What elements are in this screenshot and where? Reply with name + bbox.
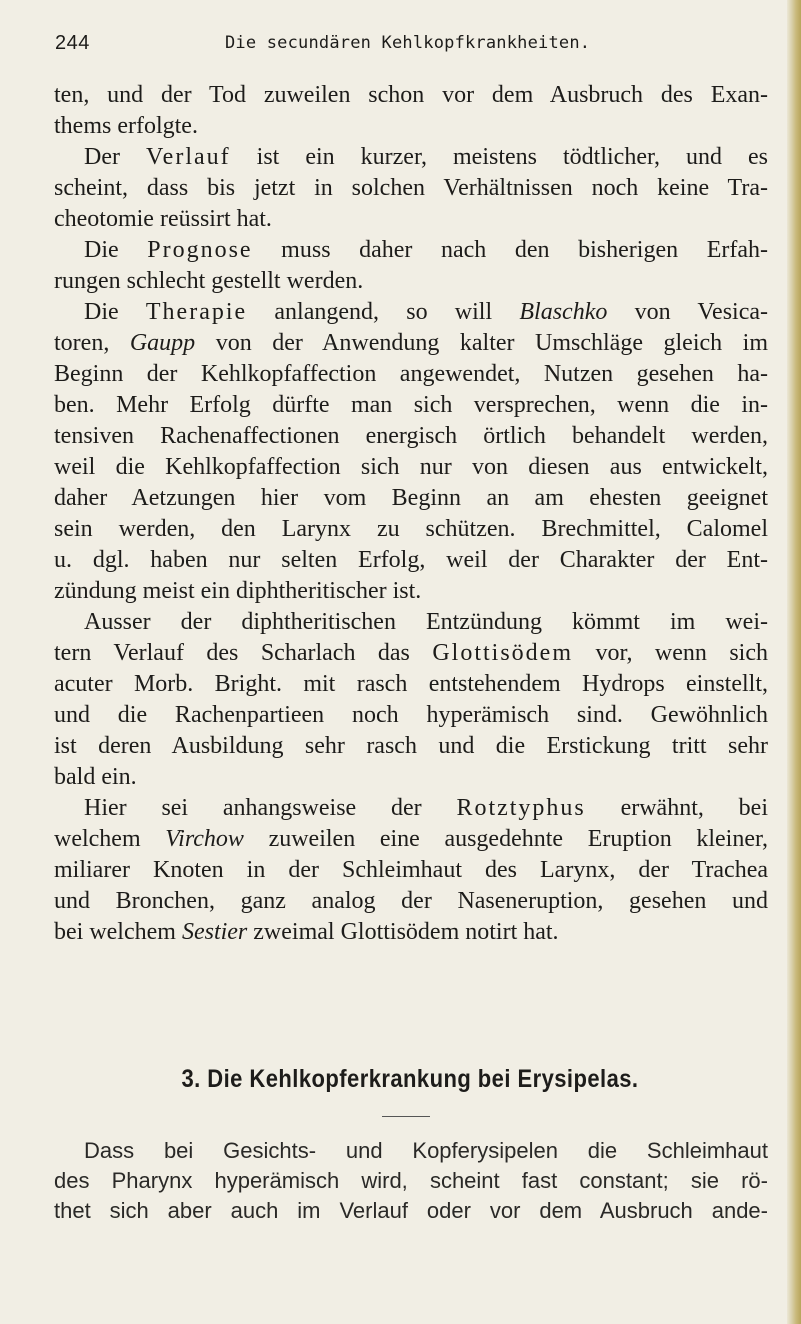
line-start: bei welchem — [54, 919, 182, 945]
text-line — [54, 793, 768, 824]
text-line: ben. Mehr Erfolg dürfte man sich versprechen, wenn die in- — [54, 392, 768, 418]
text-line — [54, 235, 768, 266]
text-line: und die Rachenpartieen noch hyperämisch sind. Gewöhnlich — [54, 702, 768, 728]
spaced-term: Rotztyphus — [456, 795, 586, 821]
author-name: Virchow — [165, 826, 244, 852]
line-rest: von Vesica- — [607, 299, 769, 325]
text-line: miliarer Knoten in der Schleimhaut des Larynx, der Trachea — [54, 857, 768, 883]
line-start: toren, — [54, 330, 130, 356]
section-text — [54, 1135, 768, 1225]
text-line: thet sich aber auch im Verlauf oder vor dem Ausbruch ande- — [54, 1198, 768, 1223]
body-text — [54, 80, 768, 948]
line-rest: erwähnt, bei — [585, 795, 768, 821]
text-line — [54, 638, 768, 669]
line-rest: zweimal Glottisödem notirt hat. — [247, 919, 559, 945]
lead-word: Die — [84, 299, 119, 325]
text-line: daher Aetzungen hier vom Beginn an am ehesten geeignet — [54, 485, 768, 511]
spaced-term: Prognose — [147, 237, 253, 263]
line-rest: ist ein kurzer, meistens tödtlicher, und es — [230, 144, 769, 170]
text-line: weil die Kehlkopfaffection sich nur von diesen aus entwickelt, — [54, 454, 768, 480]
text-line — [54, 917, 768, 948]
text-line: Dass bei Gesichts- und Kopferysipelen die Schleimhaut — [84, 1138, 768, 1163]
spaced-term: Verlauf — [146, 144, 231, 170]
spaced-term: Glottisödem — [432, 640, 573, 666]
text-line — [54, 297, 768, 328]
line-rest: muss daher nach den bisherigen Erfah- — [252, 237, 768, 263]
running-title: Die secundären Kehlkopfkrankheiten. — [225, 33, 591, 53]
text-line: scheint, dass bis jetzt in solchen Verhältnissen noch keine Tra- — [54, 175, 768, 201]
text-line: sein werden, den Larynx zu schützen. Brechmittel, Calomel — [54, 516, 768, 542]
author-name: Gaupp — [129, 330, 196, 356]
text-line: cheotomie reüssirt hat. — [54, 206, 272, 232]
text-line: ten, und der Tod zuweilen schon vor dem Ausbruch des Exan- — [54, 82, 768, 108]
text-line: u. dgl. haben nur selten Erfolg, weil der Charakter der Ent- — [54, 547, 768, 573]
page-number: 244 — [55, 32, 90, 54]
lead-word: Der — [84, 144, 120, 170]
text-line: tensiven Rachenaffectionen energisch örtlich behandelt werden, — [54, 423, 768, 449]
text-line: bald ein. — [54, 764, 137, 790]
line-rest: von der Anwendung kalter Umschläge gleich im — [195, 330, 768, 356]
text-line — [54, 824, 768, 855]
text-line: des Pharynx hyperämisch wird, scheint fast constant; sie rö- — [54, 1168, 768, 1193]
page-edge — [787, 0, 801, 1324]
text-line: Ausser der diphtheritischen Entzündung kömmt im wei- — [84, 609, 768, 635]
spaced-term: Therapie — [145, 299, 248, 325]
line-start: tern Verlauf des Scharlach das — [54, 640, 433, 666]
line-rest: anlangend, so will — [247, 299, 520, 325]
line-start: Hier sei anhangsweise der — [84, 795, 457, 821]
text-line: und Bronchen, ganz analog der Naseneruption, gesehen und — [54, 888, 768, 914]
page-header — [55, 32, 755, 62]
text-line: acuter Morb. Bright. mit rasch entstehendem Hydrops einstellt, — [54, 671, 768, 697]
text-line — [54, 142, 768, 173]
heading-rule — [382, 1116, 430, 1117]
line-rest: zuweilen eine ausgedehnte Eruption kleiner, — [243, 826, 768, 852]
line-start: welchem — [54, 826, 166, 852]
text-line: rungen schlecht gestellt werden. — [54, 268, 364, 294]
text-line: Beginn der Kehlkopfaffection angewendet, Nutzen gesehen ha- — [54, 361, 768, 387]
line-rest: vor, wenn sich — [573, 640, 768, 666]
author-name: Blaschko — [519, 299, 608, 325]
text-line: zündung meist ein diphtheritischer ist. — [54, 578, 422, 604]
text-line: thems erfolgte. — [54, 113, 198, 139]
section-heading: 3. Die Kehlkopferkrankung bei Erysipelas. — [181, 1065, 639, 1093]
author-name: Sestier — [181, 919, 248, 945]
text-line: ist deren Ausbildung sehr rasch und die Erstickung tritt sehr — [54, 733, 768, 759]
text-line — [54, 328, 768, 359]
lead-word: Die — [84, 237, 119, 263]
